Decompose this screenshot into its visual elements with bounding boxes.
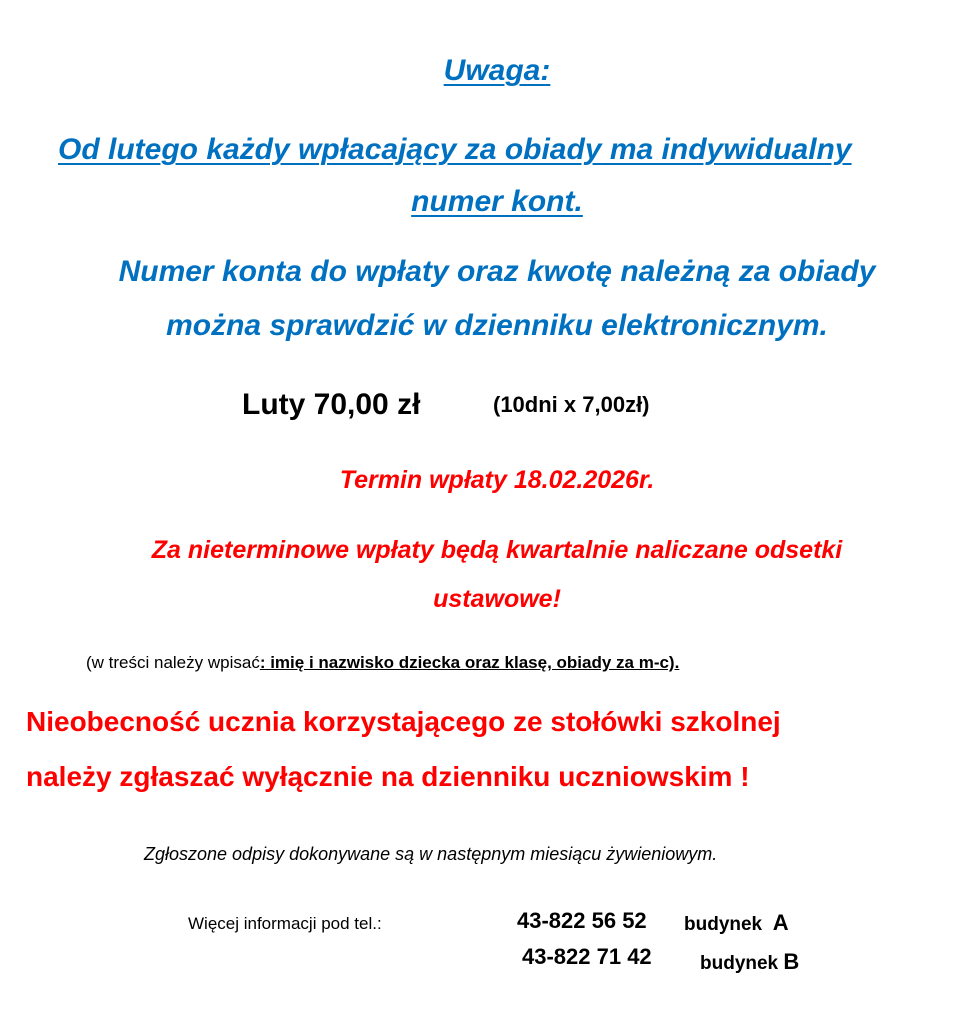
building-word: budynek [684,914,763,935]
interest-warning-line-2: ustawowe! [433,585,561,613]
building-letter: B [783,949,800,974]
building-word: budynek [700,953,779,974]
transfer-note-prefix: (w treści należy wpisać [86,653,260,672]
building-letter: A [772,910,789,935]
building-b-label [700,951,799,973]
check-info-line-1: Numer konta do wpłaty oraz kwotę należną za obiady [118,255,876,288]
notice-heading: Uwaga: [443,54,551,87]
refund-note: Zgłoszone odpisy dokonywane są w następnym miesiącu żywieniowym. [144,844,718,864]
account-change-line-1: Od lutego każdy wpłacający za obiady ma indywidualny [58,133,852,166]
monthly-amount: Luty 70,00 zł [242,388,421,421]
check-info-line-2: można sprawdzić w dzienniku elektronicznym. [166,309,828,342]
amount-breakdown: (10dni x 7,00zł) [493,392,650,417]
account-change-line-2: numer kont. [411,185,583,218]
transfer-note-details: : imię i nazwisko dziecka oraz klasę, obiady za m-c). [259,653,680,672]
absence-notice-line-2: należy zgłaszać wyłącznie na dzienniku uczniowskim ! [26,761,750,792]
building-a-label [684,912,789,934]
phone-number-a: 43-822 56 52 [517,908,647,933]
payment-deadline: Termin wpłaty 18.02.2026r. [339,466,655,494]
absence-notice-line-1: Nieobecność ucznia korzystającego ze stołówki szkolnej [26,706,781,737]
phone-number-b: 43-822 71 42 [522,944,652,969]
transfer-title-note [86,654,679,671]
contact-label: Więcej informacji pod tel.: [188,914,382,933]
interest-warning-line-1: Za nieterminowe wpłaty będą kwartalnie naliczane odsetki [151,536,843,564]
